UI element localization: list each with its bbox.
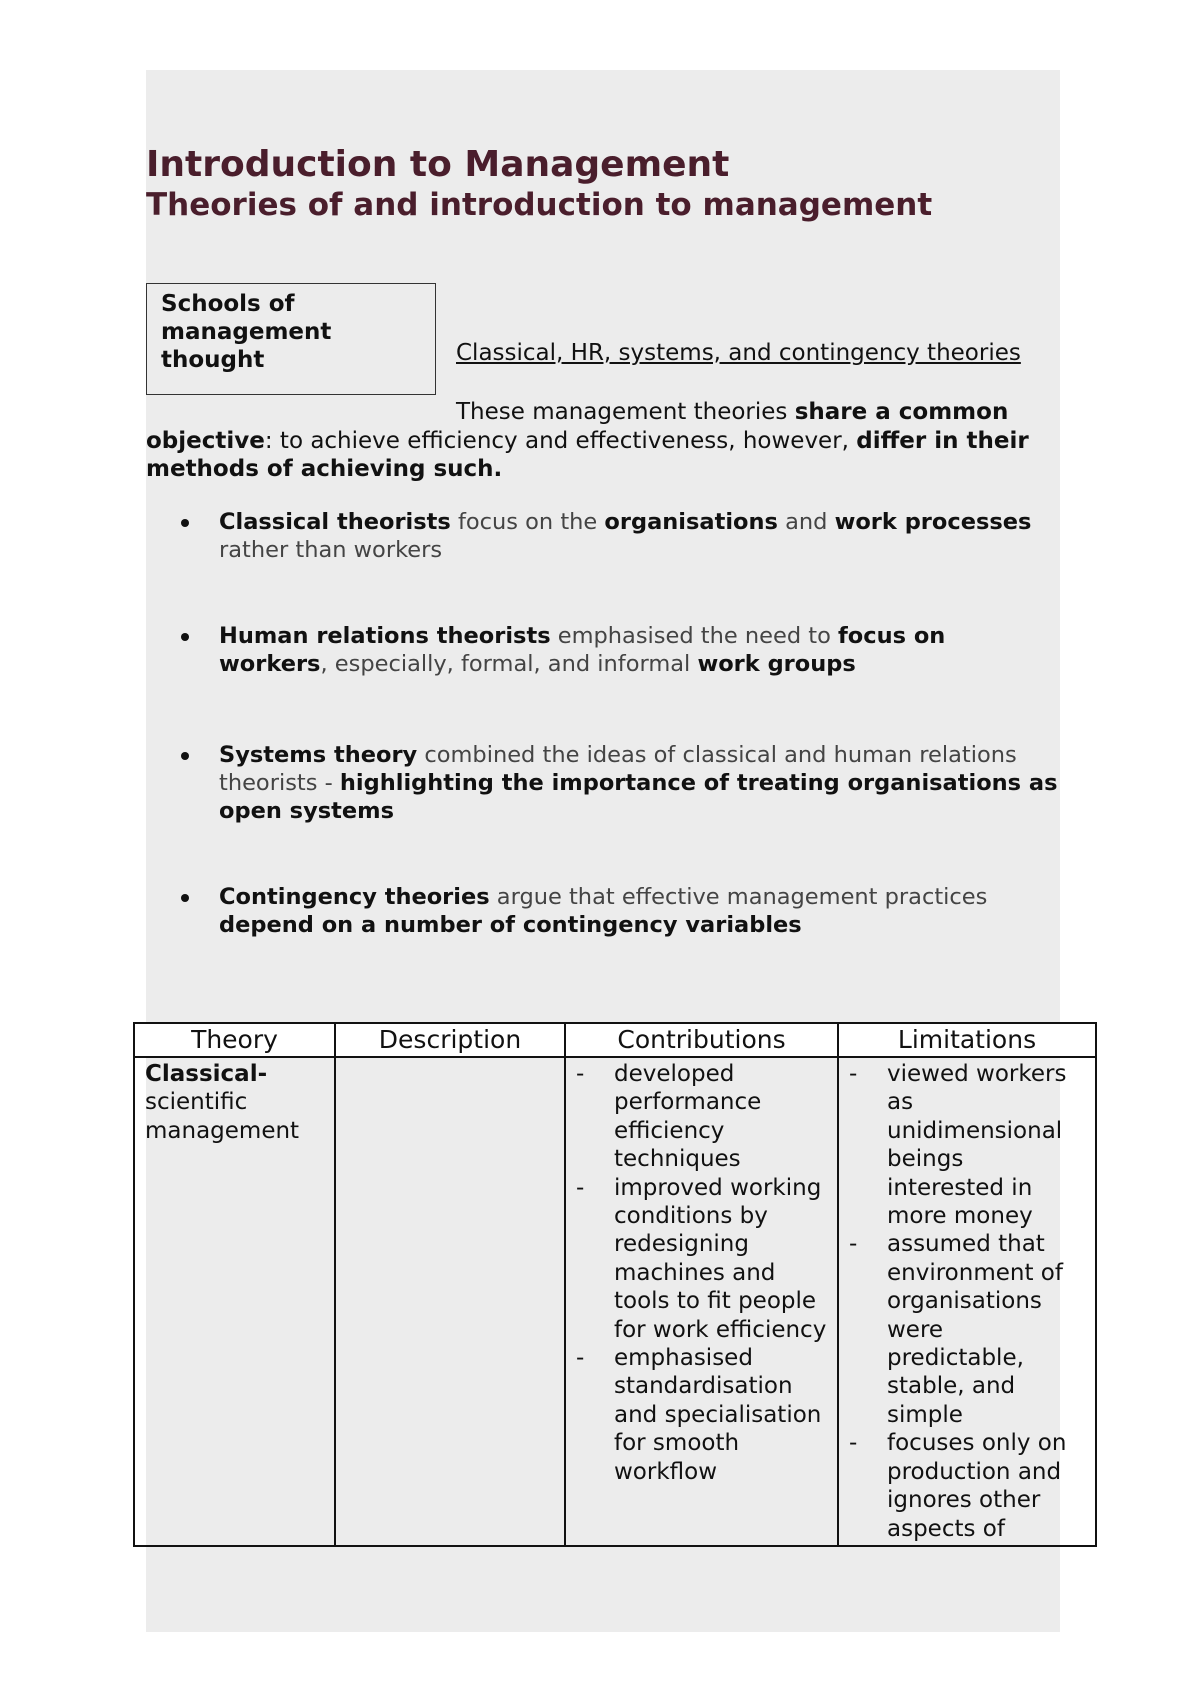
bullet-contingency — [146, 883, 1060, 939]
bullet-classical — [146, 508, 1060, 564]
list-item: - viewed workers as unidimensional beings interested in more money — [849, 1060, 1085, 1230]
bullet-bold: focus on workers — [219, 623, 946, 677]
bullet-term: Systems theory — [219, 742, 418, 768]
table-row — [134, 1057, 1096, 1546]
theory-name-bold: Classical- — [145, 1061, 268, 1087]
bullet-bold: organisations — [604, 509, 778, 535]
document-subtitle: Theories of and introduction to management — [146, 187, 933, 223]
contributions-list — [576, 1060, 827, 1486]
list-item: - assumed that environment of organisations were predictable, stable, and simple — [849, 1230, 1085, 1429]
list-item: - developed performance efficiency techniques — [576, 1060, 827, 1174]
bullet-systems — [146, 741, 1060, 825]
schools-of-thought-box: Schools of management thought — [146, 283, 436, 395]
theories-table — [133, 1022, 1097, 1547]
intro-text-2: : to achieve efficiency and effectiveness, however, — [264, 427, 857, 454]
bullet-text: combined the ideas of classical and human relations theorists - — [219, 742, 1017, 796]
theory-cell — [134, 1057, 335, 1546]
header-contributions: Contributions — [565, 1023, 838, 1057]
list-item: - focuses only on production and ignores other aspects of — [849, 1429, 1085, 1543]
bullet-text: emphasised the need to — [550, 623, 839, 649]
table-header-row — [134, 1023, 1096, 1057]
bullet-bold: highlighting the importance of treating organisations as open systems — [219, 770, 1058, 824]
intro-text-1: These management theories — [456, 399, 795, 425]
description-cell — [335, 1057, 565, 1546]
bullet-term: Contingency theories — [219, 884, 490, 910]
bullet-icon — [181, 752, 189, 760]
bullet-text: and — [777, 509, 835, 535]
section-heading: Classical, HR, systems, and contingency theories — [456, 340, 1021, 366]
header-theory: Theory — [134, 1023, 335, 1057]
bullet-bold: work groups — [697, 651, 856, 677]
bullet-term: Classical theorists — [219, 509, 451, 535]
bullet-text: rather than workers — [219, 537, 443, 563]
bullet-term: Human relations theorists — [219, 623, 551, 649]
contributions-cell — [565, 1057, 838, 1546]
bullet-bold: work processes — [834, 509, 1032, 535]
bullet-text: , especially, formal, and informal — [320, 651, 698, 677]
header-description: Description — [335, 1023, 565, 1057]
bullet-bold: depend on a number of contingency variables — [219, 912, 802, 938]
list-item: - improved working conditions by redesigning machines and tools to fit people for work efficiency — [576, 1174, 827, 1344]
bullet-text: focus on the — [450, 509, 605, 535]
bullet-icon — [181, 519, 189, 527]
bullet-icon — [181, 894, 189, 902]
document-title: Introduction to Management — [146, 144, 730, 185]
limitations-list — [849, 1060, 1085, 1543]
intro-bold-1: share a common objective — [146, 399, 1009, 454]
bullet-icon — [181, 633, 189, 641]
list-item: - emphasised standardisation and specialisation for smooth workflow — [576, 1344, 827, 1486]
bullet-text: argue that effective management practices — [489, 884, 988, 910]
intro-paragraph — [146, 398, 1056, 484]
theories-bullet-list — [146, 508, 1060, 939]
theory-name-rest: scientific management — [145, 1089, 300, 1144]
intro-bold-2: differ in their methods of achieving such. — [146, 427, 1029, 482]
limitations-cell — [838, 1057, 1096, 1546]
bullet-human-relations — [146, 622, 1060, 678]
header-limitations: Limitations — [838, 1023, 1096, 1057]
